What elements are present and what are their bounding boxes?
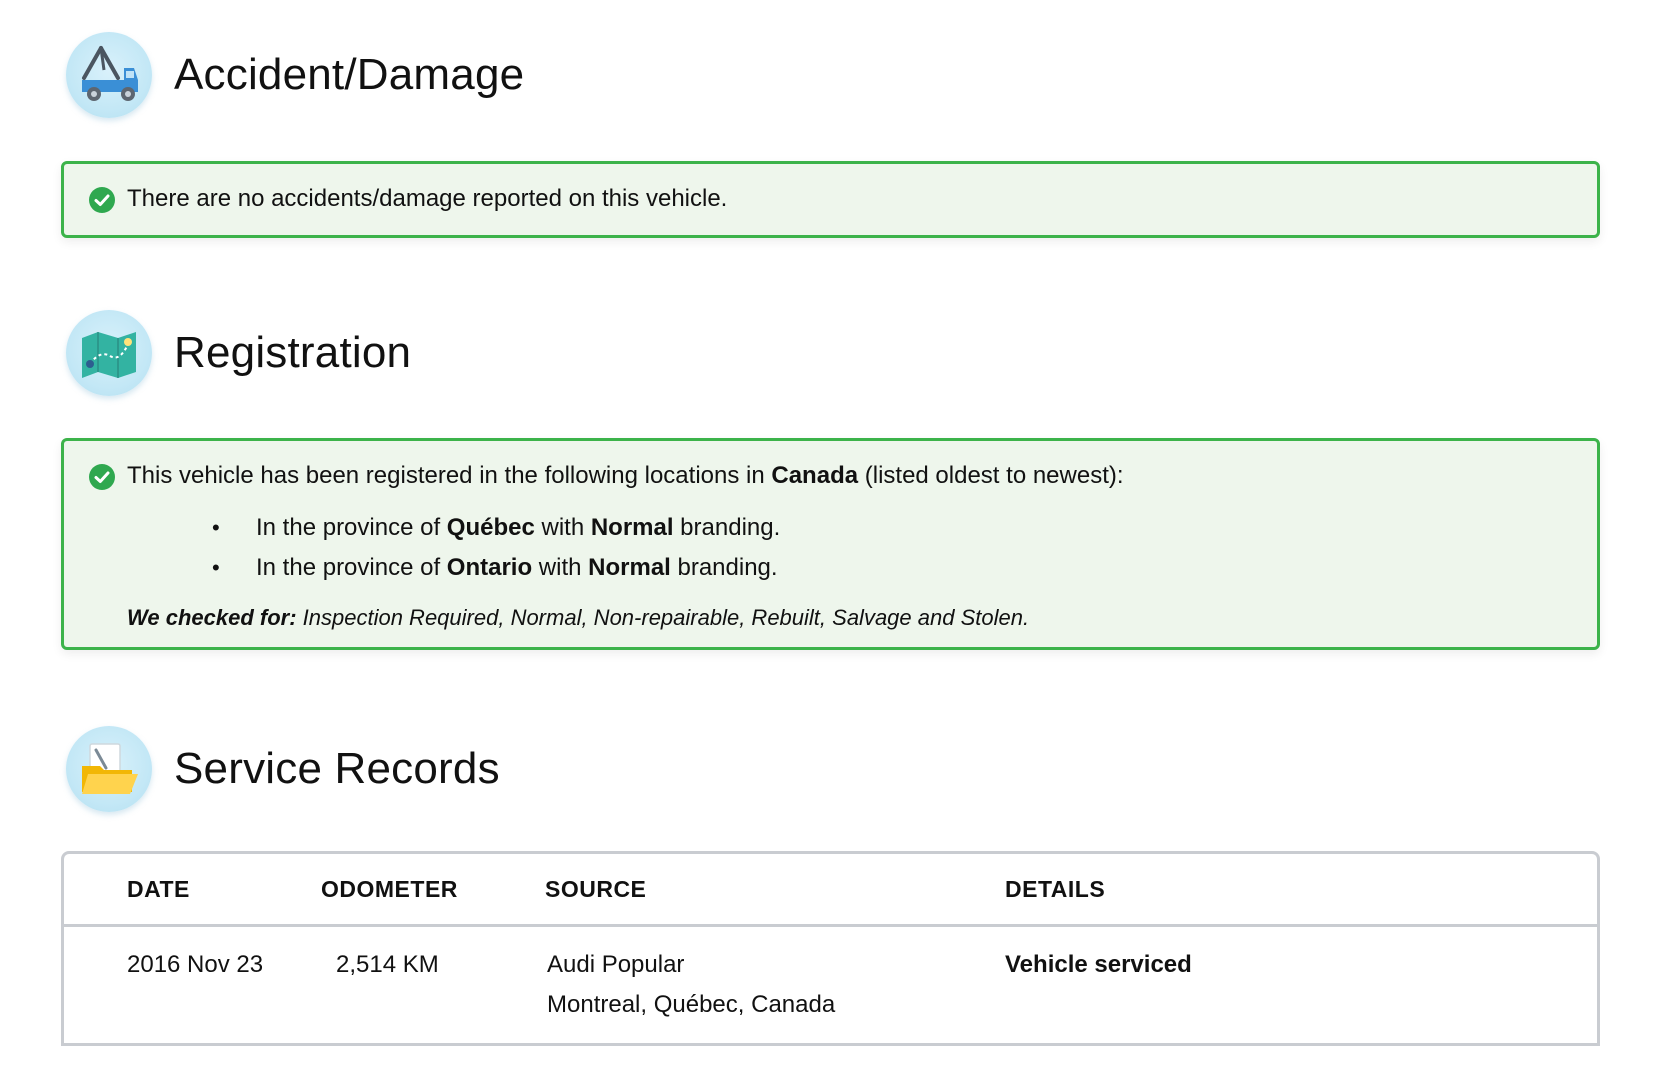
cell-date: 2016 Nov 23 (127, 951, 264, 978)
bullet: • (212, 555, 220, 580)
service-records-table (61, 851, 1600, 1046)
item-text: In the province of (256, 554, 447, 581)
section-title: Service Records (174, 744, 500, 793)
registration-list (212, 508, 780, 588)
column-header-source: SOURCE (545, 876, 647, 902)
check-circle-icon (88, 186, 116, 214)
registration-intro (127, 462, 1124, 490)
list-item (212, 548, 780, 588)
intro-text: This vehicle has been registered in the following locations in (127, 462, 772, 489)
accident-section-header (66, 30, 524, 120)
section-title: Accident/Damage (174, 50, 525, 99)
cell-details: Vehicle serviced (1005, 951, 1192, 978)
column-header-odometer: ODOMETER (321, 876, 458, 902)
registration-section-header (66, 308, 411, 398)
notice-text: There are no accidents/damage reported on this vehicle. (127, 185, 728, 212)
intro-suffix: (listed oldest to newest): (858, 462, 1124, 489)
service-section-header (66, 724, 500, 814)
province-name: Ontario (446, 554, 533, 581)
bullet: • (212, 515, 220, 540)
accident-notice (61, 161, 1600, 238)
province-name: Québec (446, 514, 535, 541)
item-text: with (532, 554, 589, 581)
folder-icon (66, 726, 152, 812)
section-title: Registration (174, 328, 412, 377)
header-divider (64, 924, 1597, 927)
cell-source-location: Montreal, Québec, Canada (547, 991, 836, 1018)
item-text: branding. (673, 514, 781, 541)
item-text: branding. (670, 554, 778, 581)
checked-for-label: We checked for: (127, 605, 297, 630)
map-icon (66, 310, 152, 396)
country-name: Canada (771, 462, 859, 489)
branding-name: Normal (590, 514, 674, 541)
checked-for (127, 605, 1029, 631)
tow-truck-icon (66, 32, 152, 118)
cell-odometer: 2,514 KM (336, 951, 439, 978)
registration-notice (61, 438, 1600, 650)
item-text: with (534, 514, 591, 541)
list-item (212, 508, 780, 548)
column-header-details: DETAILS (1005, 876, 1106, 902)
check-circle-icon (88, 463, 116, 491)
cell-source-name: Audi Popular (547, 951, 685, 978)
item-text: In the province of (256, 514, 447, 541)
column-header-date: DATE (127, 876, 190, 902)
branding-name: Normal (588, 554, 671, 581)
checked-for-list: Inspection Required, Normal, Non-repairable, Rebuilt, Salvage and Stolen. (296, 605, 1030, 630)
